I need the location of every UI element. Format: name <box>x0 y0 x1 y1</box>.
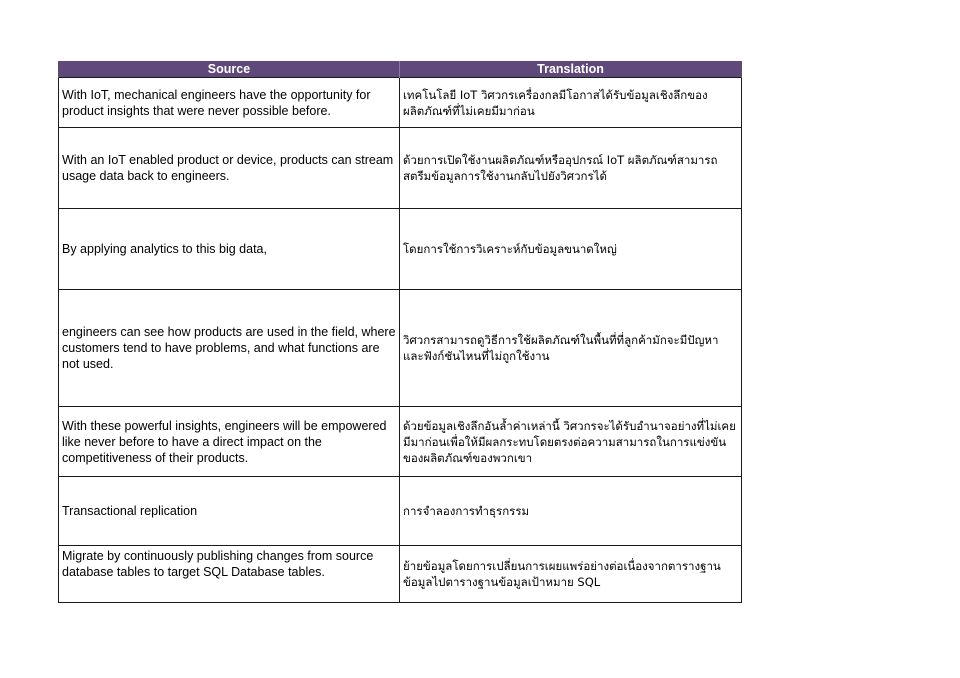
table-row <box>59 78 742 128</box>
translation-cell[interactable]: โดยการใช้การวิเคราะห์กับข้อมูลขนาดใหญ่ <box>400 209 742 290</box>
source-cell[interactable]: Migrate by continuously publishing changes from source database tables to target SQL Database tables. <box>59 546 400 603</box>
table-row <box>59 407 742 477</box>
table-row <box>59 546 742 603</box>
table-row <box>59 290 742 407</box>
source-cell[interactable]: Transactional replication <box>59 477 400 546</box>
translation-cell[interactable]: ย้ายข้อมูลโดยการเปลี่ยนการเผยแพร่อย่างต่อเนื่องจากตารางฐานข้อมูลไปตารางฐานข้อมูลเป้าหมาย SQL <box>400 546 742 603</box>
translation-cell[interactable]: วิศวกรสามารถดูวิธีการใช้ผลิตภัณฑ์ในพื้นที่ที่ลูกค้ามักจะมีปัญหาและฟังก์ชันไหนที่ไม่ถูกใช้งาน <box>400 290 742 407</box>
source-cell[interactable]: With these powerful insights, engineers will be empowered like never before to have a direct impact on the competitiveness of their products. <box>59 407 400 477</box>
translation-cell[interactable]: เทคโนโลยี IoT วิศวกรเครื่องกลมีโอกาสได้รับข้อมูลเชิงลึกของผลิตภัณฑ์ที่ไม่เคยมีมาก่อน <box>400 78 742 128</box>
column-header-source: Source <box>59 61 400 78</box>
translation-cell[interactable]: ด้วยการเปิดใช้งานผลิตภัณฑ์หรืออุปกรณ์ IoT ผลิตภัณฑ์สามารถสตรีมข้อมูลการใช้งานกลับไปยังวิศวกรได้ <box>400 128 742 209</box>
header-row <box>59 61 742 78</box>
source-cell[interactable]: With an IoT enabled product or device, products can stream usage data back to engineers. <box>59 128 400 209</box>
source-cell[interactable]: engineers can see how products are used in the field, where customers tend to have problems, and what functions are not used. <box>59 290 400 407</box>
source-cell[interactable]: By applying analytics to this big data, <box>59 209 400 290</box>
translation-cell[interactable]: ด้วยข้อมูลเชิงลึกอันล้ำค่าเหล่านี้ วิศวกรจะได้รับอำนาจอย่างที่ไม่เคยมีมาก่อนเพื่อให้มีผลกระทบโดยตรงต่อความสามารถในการแข่งขันของผลิตภัณฑ์ของพวกเขา <box>400 407 742 477</box>
table-row <box>59 477 742 546</box>
table-row <box>59 128 742 209</box>
column-header-translation: Translation <box>400 61 742 78</box>
table-row <box>59 209 742 290</box>
translation-table <box>58 61 742 603</box>
translation-cell[interactable]: การจำลองการทำธุรกรรม <box>400 477 742 546</box>
source-cell[interactable]: With IoT, mechanical engineers have the opportunity for product insights that were never possible before. <box>59 78 400 128</box>
